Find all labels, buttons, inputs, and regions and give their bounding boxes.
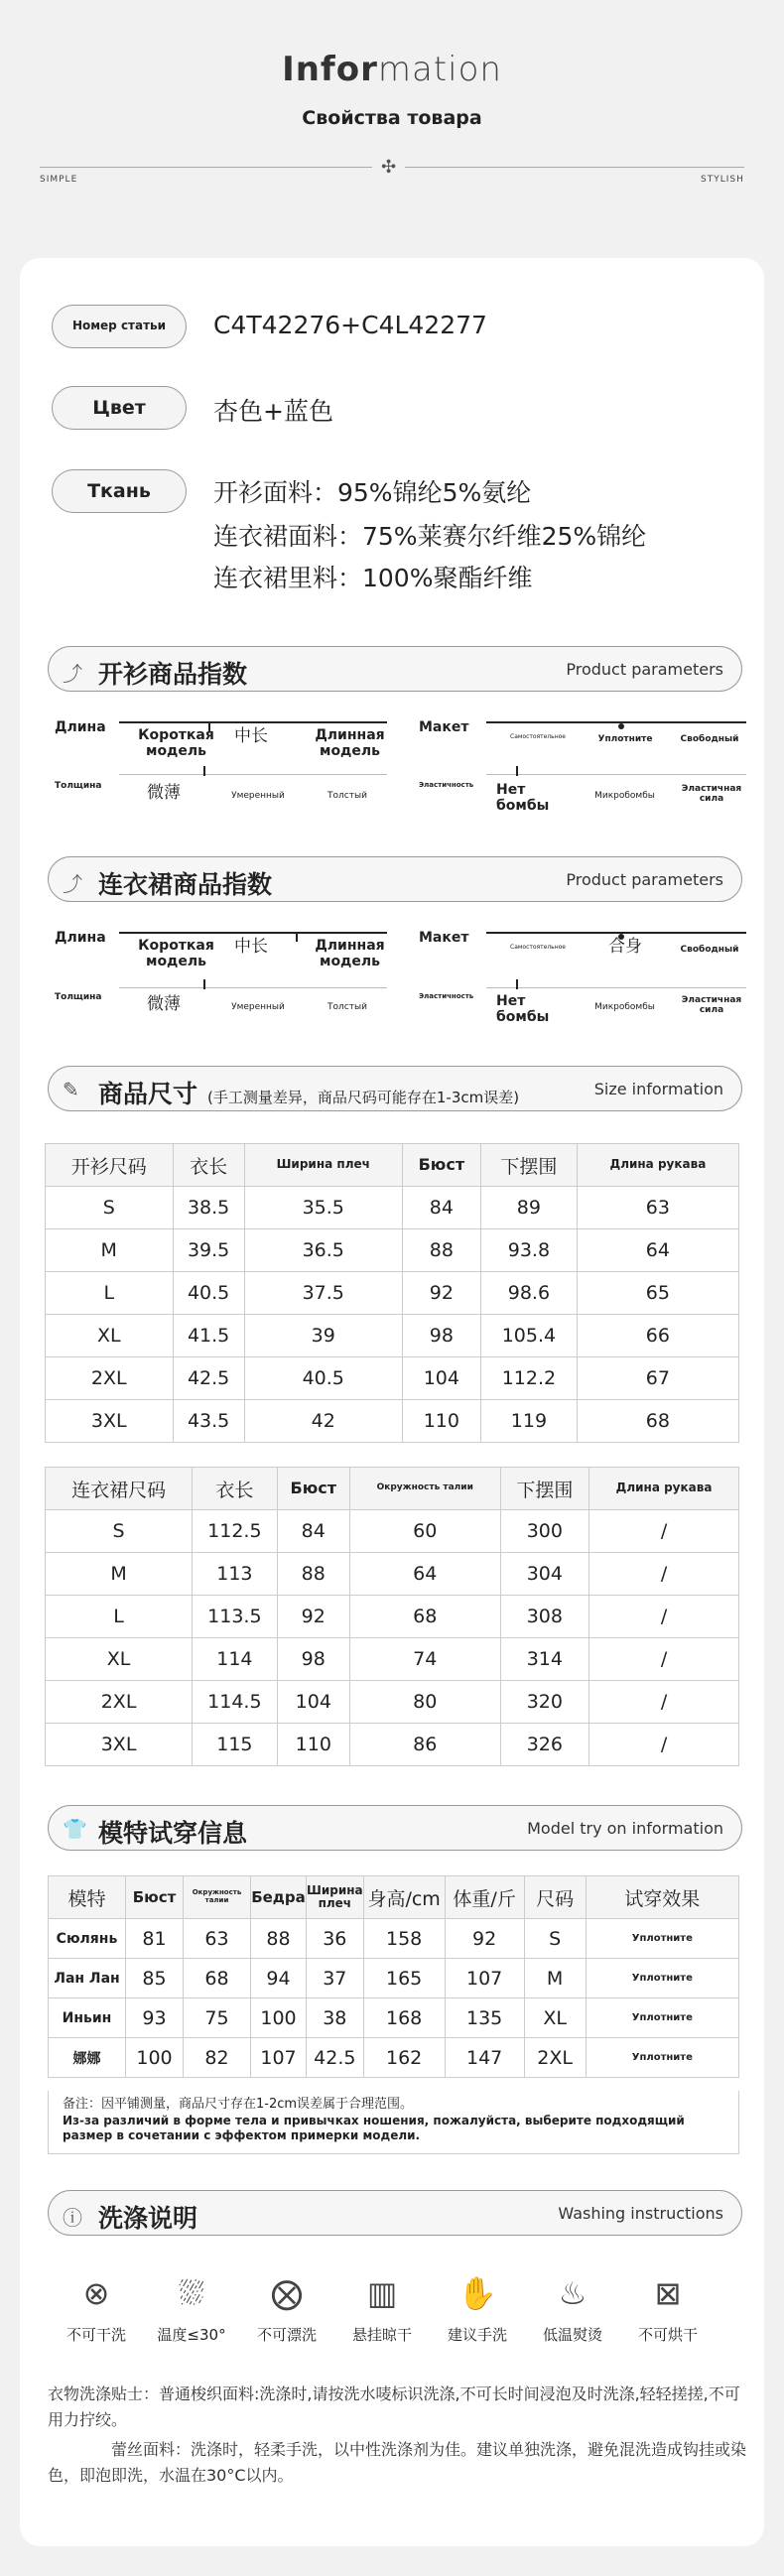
table-cell: 娜娜 [49, 2038, 126, 2078]
wash-item [433, 2274, 522, 2345]
table-cell: / [589, 1724, 739, 1766]
table-cell: 74 [349, 1638, 500, 1681]
divider-right [405, 167, 744, 168]
wash-label: 建议手洗 [447, 2326, 507, 2344]
table-cell: 37.5 [244, 1272, 402, 1315]
elastic-label: Эластичность [419, 781, 474, 789]
table-cell: 92 [445, 1919, 524, 1959]
table-cell: / [589, 1553, 739, 1596]
thickness-scale [119, 987, 387, 988]
color-value: 杏色+蓝色 [213, 397, 333, 426]
tag-stylish: STYLISH [701, 175, 744, 185]
table-cell: 162 [363, 2038, 445, 2078]
table-header: Бюст [402, 1144, 480, 1187]
table-cell: / [589, 1681, 739, 1724]
model-header [48, 1805, 742, 1851]
table-row [46, 1229, 739, 1272]
table-cell: 67 [577, 1357, 738, 1400]
table-cell: 64 [349, 1553, 500, 1596]
thickness-marker [203, 979, 205, 989]
table-cell: 115 [193, 1724, 277, 1766]
table-cell: Уплотните [586, 1998, 738, 2038]
table-cell: 39 [244, 1315, 402, 1357]
elastic-marker [516, 766, 518, 776]
size-title: 商品尺寸 (手工测量差异，商品尺码可能存在1-3cm误差) [98, 1080, 520, 1108]
ruler-icon: ✎ [63, 1078, 79, 1101]
table-cell: 36 [307, 1919, 364, 1959]
table-header-row [46, 1468, 739, 1510]
table-cell: 100 [251, 1998, 307, 2038]
table-cell: 66 [577, 1315, 738, 1357]
length-opt-1: Короткая модель [138, 727, 214, 760]
table-cell: 2XL [46, 1357, 174, 1400]
wash-label: 不可干洗 [65, 2326, 126, 2344]
table-cell: 314 [500, 1638, 589, 1681]
layout-opt-1: Самостоятельное [510, 944, 566, 951]
thick-opt-1: 微薄 [147, 783, 181, 803]
elastic-opt-1: Нет бомбы [496, 782, 550, 815]
layout-scale [486, 932, 746, 934]
color-label: Цвет [52, 386, 187, 430]
wash-item [52, 2274, 141, 2345]
dress-table-body [46, 1510, 739, 1766]
table-cell: Иньин [49, 1998, 126, 2038]
table-cell: 94 [251, 1959, 307, 1998]
wash-label: 悬挂晾干 [351, 2326, 412, 2344]
table-cell: 63 [577, 1187, 738, 1229]
layout-label: Макет [419, 930, 469, 946]
table-cell: 36.5 [244, 1229, 402, 1272]
table-row [46, 1400, 739, 1443]
table-cell: Уплотните [586, 1919, 738, 1959]
table-cell: Уплотните [586, 2038, 738, 2078]
table-cell: 3XL [46, 1400, 174, 1443]
table-cell: 68 [184, 1959, 251, 1998]
table-cell: 84 [402, 1187, 480, 1229]
no-tumble-dry-icon: ⊠ [654, 2274, 682, 2312]
table-cell: 113 [193, 1553, 277, 1596]
length-opt-3: Длинная модель [315, 727, 385, 760]
table-cell: 104 [277, 1681, 349, 1724]
elastic-marker [516, 979, 518, 989]
table-cell: 112.5 [193, 1510, 277, 1553]
table-row [49, 1959, 739, 1998]
cardigan-index-title: 开衫商品指数 [98, 660, 248, 689]
care-tip-1: 衣物洗涤贴士：普通梭织面料:洗涤时,请按洗水唛标识洗涤,不可长时间浸泡及时洗涤,轻轻搓搓,不可用力拧绞。 [48, 2384, 740, 2429]
table-header: Бедра [251, 1876, 307, 1919]
table-cell: 98.6 [481, 1272, 578, 1315]
table-cell: 107 [445, 1959, 524, 1998]
table-cell: 88 [277, 1553, 349, 1596]
table-cell: 110 [277, 1724, 349, 1766]
table-header: 尺码 [524, 1876, 586, 1919]
table-header: 衣长 [173, 1144, 244, 1187]
table-cell: 85 [126, 1959, 184, 1998]
model-note [48, 2091, 739, 2154]
table-header: 试穿效果 [586, 1876, 738, 1919]
thick-opt-3: Толстый [327, 1002, 367, 1012]
table-row [46, 1724, 739, 1766]
length-opt-1: Короткая модель [138, 938, 214, 970]
length-opt-2: 中长 [234, 726, 268, 746]
table-cell: 320 [500, 1681, 589, 1724]
table-cell: / [589, 1510, 739, 1553]
table-cell: 104 [402, 1357, 480, 1400]
table-cell: Уплотните [586, 1959, 738, 1998]
elastic-opt-2: Микробомбы [594, 1002, 655, 1012]
table-header: Ширина плеч [307, 1876, 364, 1919]
shirt-icon: 👕 [63, 1817, 87, 1841]
table-cell: 114.5 [193, 1681, 277, 1724]
cardigan-index-header [48, 646, 742, 692]
table-header: 下摆围 [481, 1144, 578, 1187]
size-header [48, 1066, 742, 1111]
table-cell: 43.5 [173, 1400, 244, 1443]
length-opt-2: 中长 [234, 937, 268, 957]
length-label: Длина [55, 719, 106, 735]
wash-label: 不可烘干 [637, 2326, 698, 2344]
table-cell: 86 [349, 1724, 500, 1766]
table-header: 衣长 [193, 1468, 277, 1510]
wash-label: 低温熨烫 [542, 2326, 602, 2344]
table-cell: 88 [402, 1229, 480, 1272]
table-row [46, 1272, 739, 1315]
table-row [46, 1187, 739, 1229]
table-cell: 158 [363, 1919, 445, 1959]
layout-scale [486, 721, 746, 723]
article-value: C4T42276+C4L42277 [213, 311, 487, 339]
wash-header [48, 2190, 742, 2236]
length-scale [119, 932, 387, 934]
table-cell: 35.5 [244, 1187, 402, 1229]
cardigan-table-body [46, 1187, 739, 1443]
table-cell: 3XL [46, 1724, 193, 1766]
elastic-opt-2: Микробомбы [594, 791, 655, 801]
crosshair-icon: ✣ [381, 157, 397, 178]
table-cell: 80 [349, 1681, 500, 1724]
wash-label: 温度≤30° [157, 2326, 226, 2344]
model-en: Model try on information [527, 1819, 723, 1838]
wash-item [623, 2274, 713, 2345]
table-cell: 64 [577, 1229, 738, 1272]
page-subtitle: Свойства товара [302, 107, 482, 129]
table-cell: 40.5 [173, 1272, 244, 1315]
page-header [0, 0, 784, 248]
table-cell: 100 [126, 2038, 184, 2078]
table-header: 身高/cm [363, 1876, 445, 1919]
table-header: Окружность талии [184, 1876, 251, 1919]
table-cell: 112.2 [481, 1357, 578, 1400]
table-cell: 2XL [46, 1681, 193, 1724]
table-header: 下摆围 [500, 1468, 589, 1510]
elastic-opt-3: Эластичная сила [681, 784, 742, 805]
table-row [46, 1681, 739, 1724]
table-cell: 326 [500, 1724, 589, 1766]
layout-opt-2: 合身 [608, 937, 642, 957]
table-cell: 40.5 [244, 1357, 402, 1400]
table-cell: 88 [251, 1919, 307, 1959]
table-cell: 107 [251, 2038, 307, 2078]
note-cn: 备注：因平铺测量，商品尺寸存在1-2cm误差属于合理范围。 [63, 2097, 414, 2112]
table-cell: 2XL [524, 2038, 586, 2078]
no-bleach-icon: ⨂ [271, 2274, 303, 2312]
table-cell: Сюлянь [49, 1919, 126, 1959]
cardigan-size-table [45, 1143, 739, 1443]
table-row [49, 2038, 739, 2078]
table-cell: 93.8 [481, 1229, 578, 1272]
table-row [46, 1315, 739, 1357]
table-cell: 92 [277, 1596, 349, 1638]
table-cell: 98 [402, 1315, 480, 1357]
table-row [46, 1596, 739, 1638]
table-cell: 135 [445, 1998, 524, 2038]
table-header: Длина рукава [577, 1144, 738, 1187]
table-cell: S [46, 1187, 174, 1229]
no-dry-clean-icon: ⊗ [82, 2274, 110, 2312]
note-ru: Из-за различий в форме тела и привычках ношения, пожалуйста, выберите подходящий размер в сочетании с эффектом примерки модели. [63, 2113, 685, 2143]
table-header: 连衣裙尺码 [46, 1468, 193, 1510]
wash-label: 不可漂洗 [256, 2326, 317, 2344]
hang-dry-icon: ▥ [366, 2274, 398, 2312]
table-cell: 93 [126, 1998, 184, 2038]
table-cell: 38 [307, 1998, 364, 2038]
wash-item [337, 2274, 427, 2345]
size-en: Size information [593, 1080, 723, 1098]
table-cell: XL [46, 1638, 193, 1681]
fabric-line-1: 开衫面料：95%锦纶5%氨纶 [213, 478, 532, 507]
dress-index-header [48, 856, 742, 902]
divider-left [40, 167, 372, 168]
table-cell: 63 [184, 1919, 251, 1959]
length-label: Длина [55, 930, 106, 946]
table-cell: 81 [126, 1919, 184, 1959]
layout-label: Макет [419, 719, 469, 735]
hand-wash-icon: ✋ [457, 2274, 497, 2312]
table-cell: 65 [577, 1272, 738, 1315]
trend-icon: ⤴ [63, 662, 82, 686]
layout-opt-1: Самостоятельное [510, 733, 566, 740]
table-header: 模特 [49, 1876, 126, 1919]
table-cell: S [46, 1510, 193, 1553]
table-cell: XL [524, 1998, 586, 2038]
table-cell: XL [46, 1315, 174, 1357]
fabric-line-3: 连衣裙里料：100%聚酯纤维 [213, 564, 533, 592]
table-header-row [49, 1876, 739, 1919]
table-cell: / [589, 1638, 739, 1681]
elastic-opt-1: Нет бомбы [496, 993, 550, 1026]
dress-size-table [45, 1467, 739, 1766]
wash-item [528, 2274, 617, 2345]
wash-item [242, 2274, 331, 2345]
table-cell: L [46, 1272, 174, 1315]
info-icon: ⓘ [63, 2206, 82, 2230]
table-cell: M [524, 1959, 586, 1998]
model-title: 模特试穿信息 [98, 1819, 248, 1848]
table-cell: 68 [349, 1596, 500, 1638]
table-header: Окружность талии [349, 1468, 500, 1510]
table-cell: 42 [244, 1400, 402, 1443]
table-cell: 42.5 [307, 2038, 364, 2078]
table-cell: 60 [349, 1510, 500, 1553]
table-cell: 75 [184, 1998, 251, 2038]
table-cell: 84 [277, 1510, 349, 1553]
elastic-scale [486, 774, 746, 775]
fabric-label: Ткань [52, 469, 187, 513]
wash-title: 洗涤说明 [98, 2204, 198, 2233]
table-cell: 68 [577, 1400, 738, 1443]
layout-opt-3: Свободный [680, 945, 739, 955]
table-row [49, 1919, 739, 1959]
table-cell: 113.5 [193, 1596, 277, 1638]
table-header-row [46, 1144, 739, 1187]
table-cell: M [46, 1229, 174, 1272]
table-cell: 98 [277, 1638, 349, 1681]
table-cell: 168 [363, 1998, 445, 2038]
table-row [46, 1357, 739, 1400]
care-tip-2: 蕾丝面料：洗涤时，轻柔手洗，以中性洗涤剂为佳。建议单独洗涤，避免混洗造成钩挂或染色，即泡即洗，水温在30°C以内。 [48, 2440, 747, 2485]
table-header: Бюст [126, 1876, 184, 1919]
dress-index-title: 连衣裙商品指数 [98, 870, 273, 899]
table-cell: 300 [500, 1510, 589, 1553]
thick-opt-2: Умеренный [231, 1002, 285, 1012]
elastic-opt-3: Эластичная сила [681, 995, 742, 1016]
table-cell: 92 [402, 1272, 480, 1315]
thickness-label: Толщина [55, 992, 102, 1002]
table-cell: M [46, 1553, 193, 1596]
table-row [46, 1510, 739, 1553]
thick-opt-3: Толстый [327, 791, 367, 801]
table-cell: 114 [193, 1638, 277, 1681]
layout-opt-2: Уплотните [597, 734, 653, 744]
table-header: Длина рукава [589, 1468, 739, 1510]
table-cell: / [589, 1596, 739, 1638]
table-cell: 165 [363, 1959, 445, 1998]
elastic-scale [486, 987, 746, 988]
article-label: Номер статьи [52, 305, 187, 348]
table-cell: Лан Лан [49, 1959, 126, 1998]
size-note: (手工测量差异，商品尺码可能存在1-3cm误差) [207, 1089, 520, 1106]
wash-item [147, 2274, 236, 2345]
table-header: 开衫尺码 [46, 1144, 174, 1187]
cardigan-index-en: Product parameters [566, 660, 723, 679]
layout-marker [618, 723, 624, 729]
table-cell: 38.5 [173, 1187, 244, 1229]
wash-en: Washing instructions [558, 2204, 723, 2223]
table-row [46, 1553, 739, 1596]
thick-opt-1: 微薄 [147, 994, 181, 1014]
table-cell: 308 [500, 1596, 589, 1638]
table-cell: 105.4 [481, 1315, 578, 1357]
table-cell: L [46, 1596, 193, 1638]
low-iron-icon: ♨ [558, 2274, 588, 2312]
trend-icon: ⤴ [63, 872, 82, 896]
brand-title: Information [282, 50, 502, 89]
length-scale [119, 721, 387, 723]
elastic-label: Эластичность [419, 992, 474, 1000]
dress-index-en: Product parameters [566, 870, 723, 889]
model-table-body [49, 1919, 739, 2078]
table-cell: 147 [445, 2038, 524, 2078]
length-opt-3: Длинная модель [315, 938, 385, 970]
thick-opt-2: Умеренный [231, 791, 285, 801]
thickness-marker [203, 766, 205, 776]
table-cell: 82 [184, 2038, 251, 2078]
table-cell: 42.5 [173, 1357, 244, 1400]
table-cell: 119 [481, 1400, 578, 1443]
table-row [46, 1638, 739, 1681]
table-cell: 304 [500, 1553, 589, 1596]
table-cell: 39.5 [173, 1229, 244, 1272]
model-table [48, 1875, 739, 2078]
table-cell: 37 [307, 1959, 364, 1998]
table-row [49, 1998, 739, 2038]
table-cell: 110 [402, 1400, 480, 1443]
thickness-label: Толщина [55, 781, 102, 791]
layout-opt-3: Свободный [680, 734, 739, 744]
table-header: Ширина плеч [244, 1144, 402, 1187]
wash-30-icon: ⛆ [179, 2274, 204, 2312]
table-header: Бюст [277, 1468, 349, 1510]
tag-simple: SIMPLE [40, 175, 78, 185]
table-cell: S [524, 1919, 586, 1959]
table-cell: 41.5 [173, 1315, 244, 1357]
table-header: 体重/斤 [445, 1876, 524, 1919]
fabric-line-2: 连衣裙面料：75%莱赛尔纤维25%锦纶 [213, 522, 647, 551]
table-cell: 89 [481, 1187, 578, 1229]
thickness-scale [119, 774, 387, 775]
